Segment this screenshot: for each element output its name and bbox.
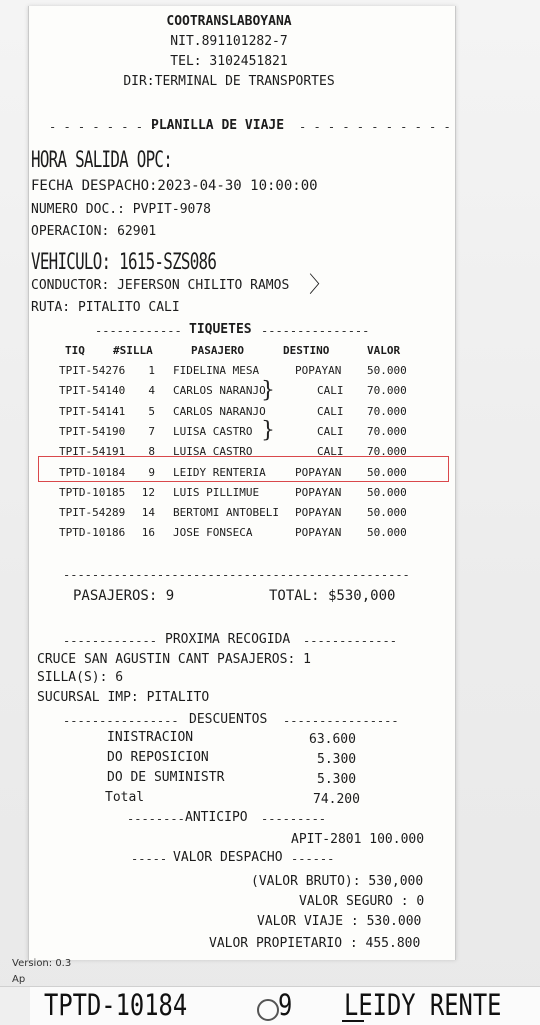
section-planilla: PLANILLA DE VIAJE <box>151 118 285 133</box>
cell-tiq: TPIT-54289 <box>59 506 126 520</box>
section-tiquetes: TIQUETES <box>189 322 252 337</box>
cell-tiq: TPIT-54276 <box>59 364 126 377</box>
descuento-label: INISTRACION <box>107 730 194 745</box>
cell-silla: 7 <box>148 424 155 438</box>
cell-destino: POPAYAN <box>295 364 342 377</box>
cell-pasajero: CARLOS NARANJO <box>173 384 266 398</box>
cell-valor: 50.000 <box>367 364 407 377</box>
separator: --------------- <box>261 324 370 338</box>
descuento-label: DO DE SUMINISTR <box>107 770 225 785</box>
separator: ------------------------------------------------ <box>63 568 410 582</box>
cell-valor: 50.000 <box>367 485 407 499</box>
cell-valor: 70.000 <box>367 384 407 398</box>
section-proxima: PROXIMA RECOGIDA <box>165 632 291 647</box>
separator: --------- <box>261 812 327 826</box>
col-silla: #SILLA <box>113 344 153 357</box>
zoom-silla: 9 <box>278 988 293 1022</box>
zoom-pasajero: LEIDY RENTE <box>344 988 502 1022</box>
valor-propietario: VALOR PROPIETARIO : 455.800 <box>209 936 421 951</box>
separator: - - - - - - - - - - - <box>299 120 451 134</box>
separator: ------ <box>291 852 335 866</box>
total-amount: TOTAL: $530,000 <box>269 588 396 604</box>
cell-tiq: TPIT-54141 <box>59 404 126 418</box>
descuento-label: DO REPOSICION <box>107 750 209 765</box>
operacion: OPERACION: 62901 <box>31 224 157 239</box>
recogida-line2: SILLA(S): 6 <box>37 670 124 685</box>
cell-destino: POPAYAN <box>295 465 342 479</box>
separator: ------------ <box>95 324 182 338</box>
company-tel: TEL: 3102451821 <box>170 54 288 69</box>
separator: -------- <box>127 812 185 826</box>
cell-valor: 70.000 <box>367 424 407 438</box>
handwritten-brace: } <box>261 418 275 443</box>
cell-pasajero: LUISA CASTRO <box>173 424 253 438</box>
zoom-tiq: TPTD-10184 <box>44 988 188 1022</box>
numero-doc: NUMERO DOC.: PVPIT-9078 <box>31 202 212 217</box>
separator: - - - - - - - - - <box>49 120 172 134</box>
col-pasajero: PASAJERO <box>191 344 244 357</box>
hora-salida: HORA SALIDA OPC: <box>31 148 173 173</box>
cell-silla: 4 <box>148 384 155 398</box>
cell-pasajero: BERTOMI ANTOBELI <box>173 506 279 520</box>
cell-pasajero: LUISA CASTRO <box>173 445 253 459</box>
descuento-value: 63.600 <box>309 732 356 747</box>
section-descuentos: DESCUENTOS <box>189 712 268 727</box>
cell-tiq: TPTD-10184 <box>59 465 126 479</box>
cell-silla: 14 <box>141 506 155 520</box>
pasajeros-count: PASAJEROS: 9 <box>73 588 175 604</box>
cell-destino: POPAYAN <box>295 506 342 520</box>
company-name: COOTRANSLABOYANA <box>166 14 292 29</box>
cell-silla: 8 <box>148 445 155 459</box>
cell-pasajero: JOSE FONSECA <box>173 526 253 540</box>
company-nit: NIT.891101282-7 <box>170 34 288 49</box>
cell-silla: 1 <box>148 364 155 377</box>
recogida-line1: CRUCE SAN AGUSTIN CANT PASAJEROS: 1 <box>37 652 311 667</box>
cell-pasajero: LEIDY RENTERIA <box>173 465 266 479</box>
cell-pasajero: CARLOS NARANJO <box>173 404 266 418</box>
cell-tiq: TPIT-54190 <box>59 424 126 438</box>
cell-destino: POPAYAN <box>295 526 342 540</box>
cell-valor: 50.000 <box>367 506 407 520</box>
handwritten-mark: 〉 <box>309 273 332 298</box>
footer-fragment-ap: Ap <box>12 974 26 985</box>
recogida-line3: SUCURSAL IMP: PITALITO <box>37 690 210 705</box>
section-anticipo: ANTICIPO <box>185 810 248 825</box>
circle-icon <box>257 999 279 1021</box>
separator: ------------- <box>303 634 397 648</box>
highlight-selection <box>38 456 449 482</box>
descuento-value: 5.300 <box>317 752 357 767</box>
cell-destino: POPAYAN <box>295 485 342 499</box>
descuento-total-label: Total <box>105 790 145 805</box>
ruta: RUTA: PITALITO CALI <box>31 300 180 315</box>
cell-silla: 16 <box>141 526 155 540</box>
descuento-total-value: 74.200 <box>313 792 360 807</box>
fecha-despacho: FECHA DESPACHO:2023-04-30 10:00:00 <box>31 178 318 194</box>
cell-tiq: TPTD-10185 <box>59 485 126 499</box>
section-valor-despacho: VALOR DESPACHO <box>173 850 283 865</box>
separator: ----- <box>131 852 168 866</box>
separator: ---------------- <box>63 714 179 728</box>
valor-seguro: VALOR SEGURO : 0 <box>299 894 425 909</box>
cell-destino: CALI <box>317 424 344 438</box>
cell-tiq: TPTD-10186 <box>59 526 126 540</box>
company-dir: DIR:TERMINAL DE TRANSPORTES <box>123 74 335 89</box>
cell-valor: 50.000 <box>367 465 407 479</box>
separator: ---------------- <box>283 714 399 728</box>
col-destino: DESTINO <box>283 344 330 357</box>
cell-destino: CALI <box>317 445 344 459</box>
cell-valor: 50.000 <box>367 526 407 540</box>
cell-silla: 5 <box>148 404 155 418</box>
cell-destino: CALI <box>317 404 344 418</box>
conductor: CONDUCTOR: JEFERSON CHILITO RAMOS <box>31 278 290 293</box>
cell-valor: 70.000 <box>367 445 407 459</box>
footer-version: Version: 0.3 <box>12 958 72 969</box>
col-tiq: TIQ <box>65 344 85 357</box>
cell-tiq: TPIT-54191 <box>59 445 126 459</box>
cell-tiq: TPIT-54140 <box>59 384 126 398</box>
valor-bruto: (VALOR BRUTO): 530,000 <box>251 874 424 889</box>
handwritten-brace: } <box>261 378 275 403</box>
cell-pasajero: FIDELINA MESA <box>173 364 260 377</box>
valor-viaje: VALOR VIAJE : 530.000 <box>257 914 422 929</box>
col-valor: VALOR <box>367 344 401 357</box>
anticipo-line: APIT-2801 100.000 <box>291 832 425 847</box>
descuento-value: 5.300 <box>317 772 357 787</box>
cell-valor: 70.000 <box>367 404 407 418</box>
receipt <box>28 6 456 960</box>
cell-destino: CALI <box>317 384 344 398</box>
cell-pasajero: LUIS PILLIMUE <box>173 485 260 499</box>
vehiculo: VEHICULO: 1615-SZS086 <box>31 250 217 275</box>
cell-silla: 12 <box>141 485 155 499</box>
separator: ------------- <box>63 634 157 648</box>
cell-silla: 9 <box>148 465 155 479</box>
